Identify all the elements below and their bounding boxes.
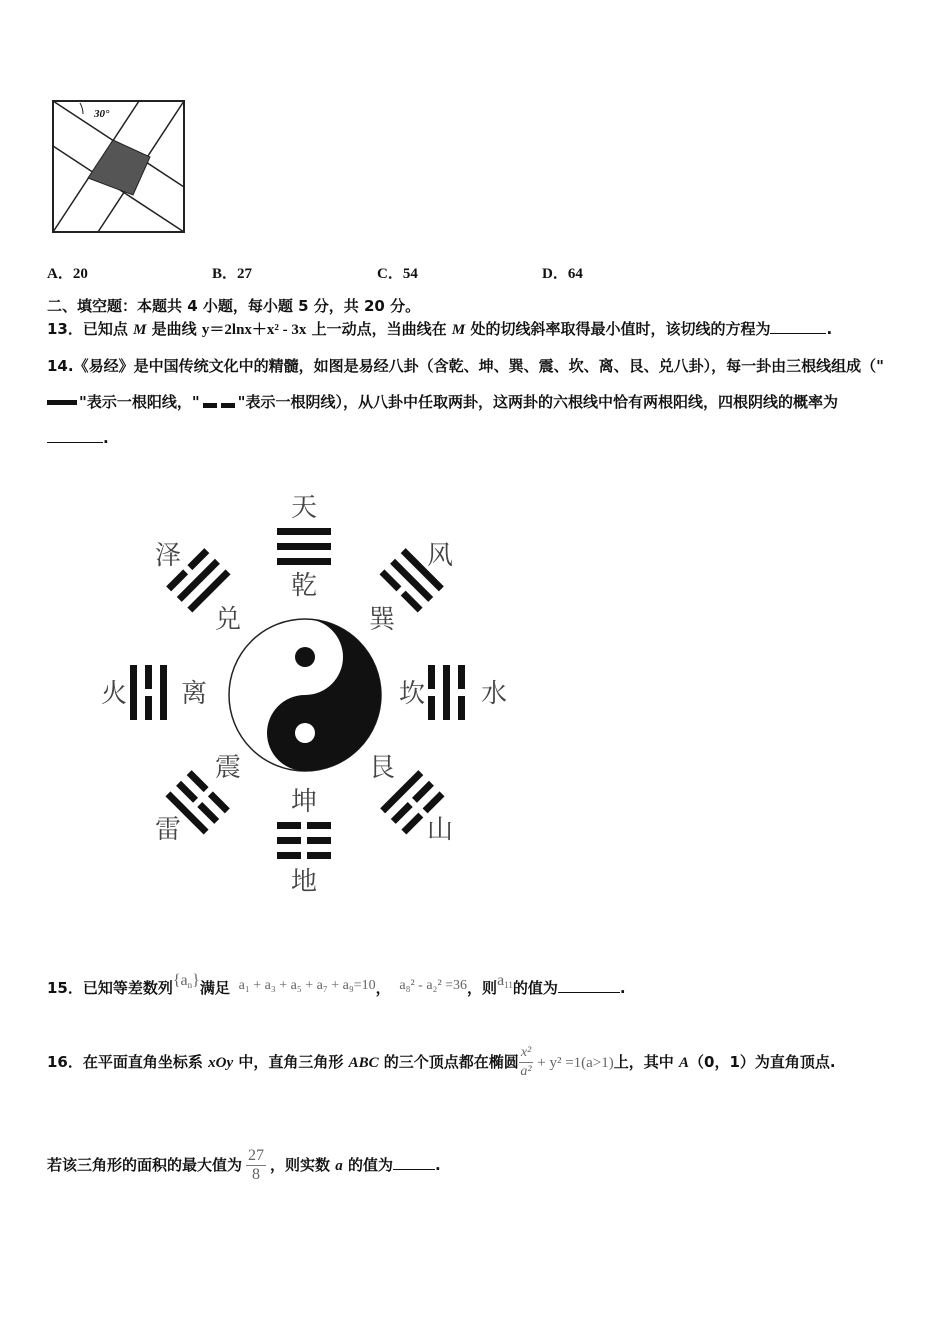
- label-tian: 天: [290, 493, 318, 523]
- label-xun: 巽: [368, 605, 396, 635]
- option-d: D．64: [542, 266, 583, 282]
- angle-label: 30°: [94, 108, 110, 120]
- label-di: 地: [290, 867, 318, 897]
- label-ze: 泽: [154, 541, 182, 571]
- label-gen: 艮: [368, 753, 396, 783]
- label-kan: 坎: [398, 679, 426, 709]
- label-lei: 雷: [154, 815, 182, 845]
- label-kun: 坤: [290, 787, 318, 817]
- square-figure: [50, 98, 188, 236]
- question-13: 13．已知点 M 是曲线 y＝2lnx＋x² - 3x 上一动点，当曲线在 M 处的切线斜率取得最小值时，该切线的方程为 .: [47, 320, 833, 338]
- trigram-kan: [428, 665, 465, 720]
- label-dui: 兑: [214, 605, 242, 635]
- label-shan: 山: [426, 815, 454, 845]
- bagua-diagram: [90, 480, 530, 910]
- label-shui: 水: [480, 679, 508, 709]
- label-zhen: 震: [214, 753, 242, 783]
- answer-blank: [770, 319, 826, 334]
- question-16-line2: 若该三角形的面积的最大值为 $\frac{27}{8}$ ，则实数 a 的值为 .: [47, 1147, 441, 1183]
- section-title: 二、填空题：本题共 4 小题，每小题 5 分，共 20 分。: [47, 297, 421, 315]
- trigram-li: [130, 665, 167, 720]
- option-c: C．54: [377, 266, 418, 282]
- question-14-line1: 14.《易经》是中国传统文化中的精髓，如图是易经八卦（含乾、坤、巽、震、坎、离、艮、兑八卦），每一卦由三根线组成（": [47, 357, 884, 375]
- answer-blank: [47, 428, 103, 443]
- label-li: 离: [180, 679, 208, 709]
- option-b: B．27: [212, 266, 253, 282]
- answer-blank: [558, 978, 620, 993]
- yin-line-icon: [203, 393, 235, 413]
- option-a: A．20: [47, 266, 88, 282]
- label-huo: 火: [100, 679, 128, 709]
- question-14-line2: "表示一根阳线，" "表示一根阴线），从八卦中任取两卦，这两卦的六根线中恰有两根阳线，四根阴线的概率为: [47, 392, 838, 413]
- yang-line-icon: [47, 400, 77, 405]
- trigram-kun: [277, 822, 331, 859]
- question-15: 15．已知等差数列$\{a_n\}$满足 a₁ + a₃ + a₅ + a₇ + a₉=10， a₈² - a₂² =36，则$a_{11}$的值为 .: [47, 972, 626, 997]
- label-qian: 乾: [290, 571, 318, 601]
- question-16: 16．在平面直角坐标系 xOy 中，直角三角形 ABC 的三个顶点都在椭圆 $\frac{\text{x²}}{\text{a²}}$ + y² =1(a>1)上，其中 A（0，1）为直角顶点.: [47, 1045, 836, 1079]
- answer-blank: [393, 1155, 435, 1170]
- question-14-line3: .: [47, 428, 109, 448]
- yin-yang-icon: [229, 619, 381, 771]
- trigram-qian: [277, 528, 331, 565]
- label-feng: 风: [426, 541, 454, 571]
